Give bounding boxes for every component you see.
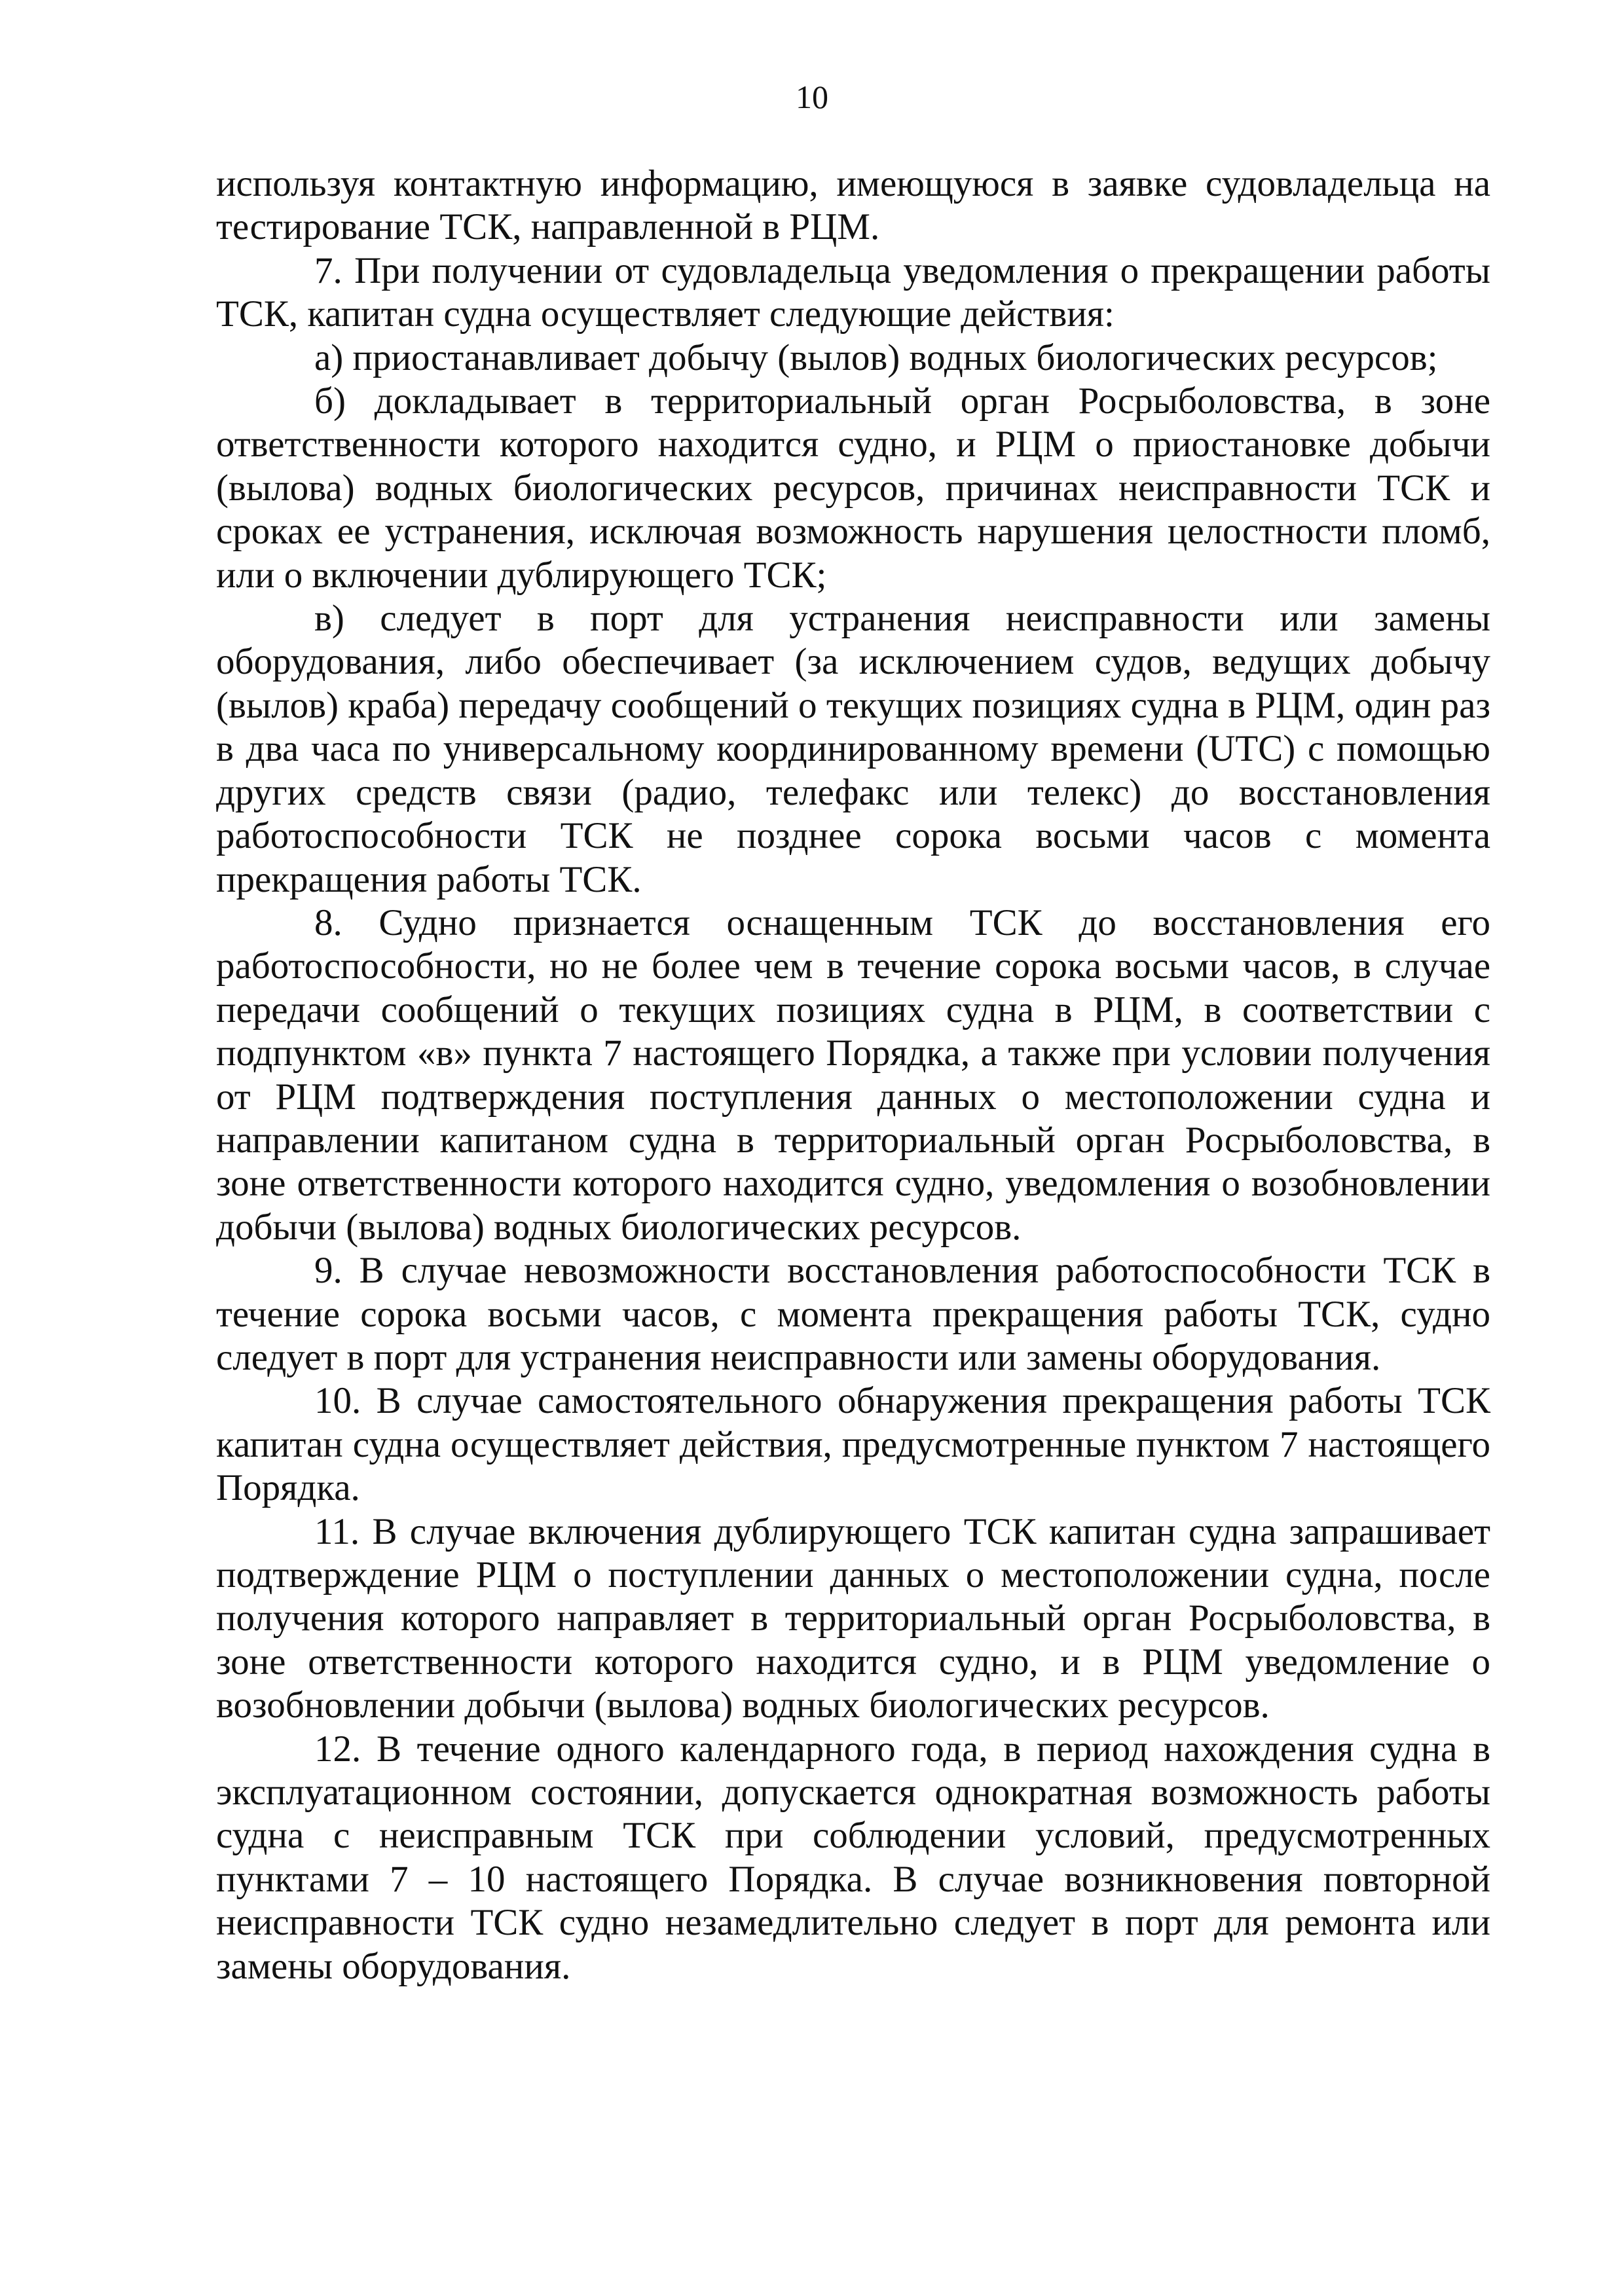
paragraph-item-7-v: в) следует в порт для устранения неисправности или замены оборудования, либо обеспечивает (за исключением судов, ведущих добычу (вылов) краба) передачу сообщений о текущих позициях судна в РЦМ, один раз в два часа по универсальному координированному времени (UTC) с помощью других средств связи (радио, телефакс или телекс) до восстановления работоспособности ТСК не позднее сорока восьми часов с момента прекращения работы ТСК. [216,598,1490,900]
paragraph-item-7-a: а) приостанавливает добычу (вылов) водных биологических ресурсов; [314,337,1438,378]
paragraph-item-10: 10. В случае самостоятельного обнаружения прекращения работы ТСК капитан судна осуществляет действия, предусмотренные пунктом 7 настоящего Порядка. [216,1380,1490,1509]
paragraph-item-7: 7. При получении от судовладельца уведомления о прекращении работы ТСК, капитан судна осуществляет следующие действия: [216,249,1490,335]
paragraph-item-7-b: б) докладывает в территориальный орган Росрыболовства, в зоне ответственности которого находится судно, и РЦМ о приостановке добычи (вылова) водных биологических ресурсов, причинах неисправности ТСК и сроках ее устранения, исключая возможность нарушения целостности пломб, или о включении дублирующего ТСК; [216,380,1490,596]
paragraph-continuation: используя контактную информацию, имеющуюся в заявке судовладельца на тестирование ТСК, направленной в РЦМ. [216,163,1490,248]
paragraph-item-8: 8. Судно признается оснащенным ТСК до восстановления его работоспособности, но не более чем в течение сорока восьми часов, в случае передачи сообщений о текущих позициях судна в РЦМ, в соответствии с подпунктом «в» пункта 7 настоящего Порядка, а также при условии получения от РЦМ подтверждения поступления данных о местоположении судна и направлении капитаном судна в территориальный орган Росрыболовства, в зоне ответственности которого находится судно, уведомления о возобновлении добычи (вылова) водных биологических ресурсов. [216,902,1490,1248]
paragraph-item-12: 12. В течение одного календарного года, в период нахождения судна в эксплуатационном состоянии, допускается однократная возможность работы судна с неисправным ТСК при соблюдении условий, предусмотренных пунктами 7 – 10 настоящего Порядка. В случае возникновения повторной неисправности ТСК судно незамедлительно следует в порт для ремонта или замены оборудования. [216,1728,1490,1987]
paragraph-item-11: 11. В случае включения дублирующего ТСК капитан судна запрашивает подтверждение РЦМ о поступлении данных о местоположении судна, после получения которого направляет в территориальный орган Росрыболовства, в зоне ответственности которого находится судно, и в РЦМ уведомление о возобновлении добычи (вылова) водных биологических ресурсов. [216,1510,1490,1726]
document-body [216,162,1490,1988]
paragraph-item-9: 9. В случае невозможности восстановления работоспособности ТСК в течение сорока восьми часов, с момента прекращения работы ТСК, судно следует в порт для устранения неисправности или замены оборудования. [216,1250,1490,1378]
page-number: 10 [796,79,828,115]
